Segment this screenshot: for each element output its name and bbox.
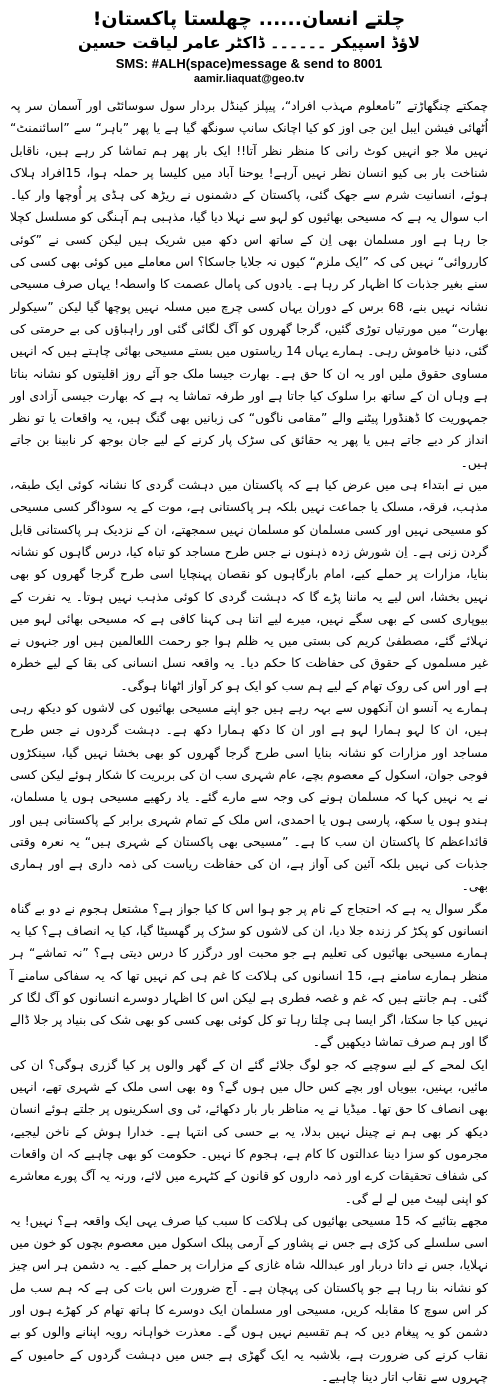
article-paragraph: ہمارے یہ آنسو ان آنکھوں سے بہہ رہے ہیں جو اپنے مسیحی بھائیوں کی لاشوں کو دیکھ رہی ہیں، ان کا لہو ہمارا لہو ہے اور ان کا دکھ ہمارا دکھ ہے۔ دہشت گردوں نے جس طرح مساجد اور مزارات کو نشانہ بنایا اسی طرح گرجا گھروں کو بھی بخشا نہیں گیا، سینکڑوں فوجی جوان، اسکول کے معصوم بچے، عام شہری سب ان کی بربریت کا شکار ہوئے لیکن کسی نے یہ نہیں کہا کہ مسلمان ہونے کی وجہ سے مارے گئے۔ یاد رکھیے مسیحی ہوں یا مسلمان، ہندو ہوں یا سکھ، پارسی ہوں یا احمدی، اس ملک کے تمام شہری برابر کے پاکستانی ہیں اور قائداعظم کا پاکستان ان سب کا ہے۔ ”مسیحی بھی پاکستان کے شہری ہیں“ یہ نعرہ وقتی جذبات کی نہیں بلکہ آئین کی آواز ہے، ان کی حفاظت ریاست کی ذمہ داری ہے اور ہماری بھی۔ [10,701,488,894]
column-title: چلتے انسان...... چھلستا پاکستان! [92,8,406,30]
author-email: aamir.liaquat@geo.tv [193,73,305,85]
column-header [10,6,488,87]
article-paragraph: مگر سوال یہ ہے کہ احتجاج کے نام پر جو ہوا اس کا کیا جواز ہے؟ مشتعل ہجوم نے دو بے گناہ انسانوں کو پکڑ کر زندہ جلا دیا، ان کی لاشوں کو سڑک پر گھسیٹا گیا، کیا یہ انصاف ہے؟ کیا یہ ہمارے مسیحی بھائیوں کی تعلیم ہے جو محبت اور درگزر کا درس دیتی ہے؟ ”نہ تماشے“ ہر منظر ہمارے سامنے ہے، 15 انسانوں کی ہلاکت کا غم ہی کم نہیں تھا کہ یہ سفاکی سامنے آ گئی۔ ہم جانتے ہیں کہ غم و غصہ فطری ہے لیکن اس کا اظہار دوسرے انسانوں کو آگ لگا کر نہیں کیا جا سکتا، اگر ایسا ہی چلتا رہا تو کل کوئی بھی کسی کو بھی شک کی بنیاد پر جلا ڈالے گا اور ہم صرف تماشا دیکھیں گے۔ [10,901,488,1050]
column-body [9,95,489,1384]
article-paragraph: ایک لمحے کے لیے سوچیے کہ جو لوگ جلائے گئے ان کے گھر والوں پر کیا گزری ہوگی؟ ان کی مائیں، بہنیں، بیویاں اور بچے کس حال میں ہوں گے؟ وہ بھی اسی ملک کے شہری تھے، انہیں بھی انصاف کا حق تھا۔ میڈیا نے یہ مناظر بار بار دکھائے، ٹی وی اسکرینوں پر جلتے ہوئے انسان دیکھ کر بھی ہم نے چینل نہیں بدلا، یہ بے حسی کی انتہا ہے۔ خدارا ہوش کے ناخن لیجیے، مجرموں کو سزا دینا عدالتوں کا کام ہے، ہجوم کا نہیں۔ حکومت کو بھی چاہیے کہ ان واقعات کی شفاف تحقیقات کرے اور ذمہ داروں کو قانون کے کٹہرے میں لائے، ورنہ یہ آگ پورے معاشرے کو اپنی لپیٹ میں لے لے گی۔ [10,1057,488,1206]
sms-instructions: SMS: #ALH(space)message & send to 8001 [115,56,383,71]
article-paragraph: چمکتے چنگھاڑتے ”نامعلوم مہذب افراد“، پیپلز کینڈل بردار سول سوسائٹی اور آسمان سر پہ اُٹھائی فیشن ایبل این جی اوز کو کیا اچانک سانپ سونگھ گیا ہے یا پھر ”باہر“ سے ”اسائنمنٹ“ نہیں ملا جو انہیں کوٹ رانی کا منظر نظر آتا!! ایک بار پھر ہم تماشا کر رہے ہیں، ناقابل شناخت بار بی کیو انسان نظر نہیں آرہے! یوحنا آباد میں کلیسا پر حملہ ہوا، 15افراد ہلاک ہوئے، انسانیت شرم سے جھک گئی، پاکستان کے دشمنوں نے ریڑھ کی ہڈی پر اُوچھا وار کیا۔ اب سوال یہ ہے کہ مسیحی بھائیوں کو لہو سے نہلا دیا گیا، مذہبی ہم آہنگی کو مسلسل کچلا جا رہا ہے اور مسلمان بھی اِن کے ساتھ اس دکھ میں شریک ہیں لیکن کسی نے ”کوئی کارروائی“ نہیں کی کہ ”ایک ملزم“ کیوں نہ جلایا جاسکا؟ اس معاملے میں کوئی بھی کسی کی سنے بغیر جذبات کا اظہار کر رہا ہے۔ یادوں کی پامال عصمت کا واسطہ! یہاں صرف مسیحی نشانہ نہیں بنے، 68 برس کے دوران یہاں کسی چرچ میں مسلہ نہیں پوچھا گیا لیکن ”سیکولر بھارت“ میں مورتیاں توڑی گئیں، گرجا گھروں کو آگ لگائی گئی اور راہباؤں کی بے حرمتی کی گئی، دنیا خاموش رہی۔ ہمارے یہاں 14 ریاستوں میں بستے مسیحی بھائی چاہتے ہیں کہ انہیں مساوی حقوق ملیں اور یہ ان کا حق ہے۔ بھارت جیسا ملک جو آئے روز اقلیتوں کو نشانہ بناتا ہے وہاں ان کے ساتھ برا سلوک کیا جاتا ہے اور طرفہ تماشا یہ ہے کہ بھارت جیسی آزادی اور جمہوریت کا ڈھنڈورا پیٹنے والے ”مقامی ناگوں“ کی زبانیں بھی گنگ ہیں، یہ واقعات یا تو نظر انداز کر دیے جاتے ہیں یا پھر یہ حقائق کی سڑک پار کرنے کے لیے جان بوجھ کر نابینا بن جاتے ہیں۔ [9,99,488,470]
article-paragraph: میں نے ابتداء ہی میں عرض کیا ہے کہ پاکستان میں دہشت گردی کا نشانہ کوئی ایک طبقہ، مذہب، فرقہ، مسلک یا جماعت نہیں بلکہ ہر پاکستانی ہے، موت کے یہ سوداگر کسی مسیحی کو مسیحی نہیں اور کسی مسلمان کو مسلمان نہیں سمجھتے، ان کے نزدیک ہر پاکستانی قابل گردن زنی ہے۔ اِن شورش زدہ ذہنوں نے جس طرح مساجد کو تباہ کیا، درس گاہوں کو نشانہ بنایا، مزارات پر حملے کیے، امام بارگاہوں کو نقصان پہنچایا اسی طرح گرجا گھروں کو بھی نہیں بخشا، اس لیے یہ ماننا پڑے گا کہ دہشت گردی کا کوئی مذہب نہیں ہوتا۔ یہ نفرت کے بیوپاری کسی کے بھی سگے نہیں، میرے لیے اتنا ہی کہنا کافی ہے کہ مسیحی بھائی لہو میں نہلائے گئے، مصطفیٰ کریم کی بستی میں یہ ظلم ہوا جو رحمت اللعالمین ہیں اور جنہوں نے غیر مسلموں کے حقوق کی حفاظت کا حکم دیا۔ یہ واقعہ نسل انسانی کی بقا کے لیے خطرہ ہے اور اس کی روک تھام کے لیے ہم سب کو ایک ہو کر آواز اٹھانا ہوگی۔ [10,478,488,693]
article-paragraph: مجھے بتائیے کہ 15 مسیحی بھائیوں کی ہلاکت کا سبب کیا صرف یہی ایک واقعہ ہے؟ نہیں! یہ اسی سلسلے کی کڑی ہے جس نے پشاور کے آرمی پبلک اسکول میں معصوم بچوں کو خون میں نہلایا، جس نے داتا دربار اور عبداللہ شاہ غازی کے مزارات پر حملے کیے۔ یہ دشمن ہر اس چیز کو نشانہ بنا رہا ہے جو پاکستان کی پہچان ہے۔ آج ضرورت اس بات کی ہے کہ ہم سب مل کر اس سوچ کا مقابلہ کریں، مسیحی اور مسلمان ایک دوسرے کا ہاتھ تھام کر کھڑے ہوں اور دشمن کو یہ پیغام دیں کہ ہم تقسیم نہیں ہوں گے۔ معذرت خواہانہ رویہ اپنانے والوں کو بے نقاب کرنے کی ضرورت ہے، بلاشبہ یہ ایک گھڑی ہے جس میں دہشت گردوں کے حامیوں کے چہروں سے نقاب اتار دینا چاہیے۔ [10,1213,489,1384]
column-byline: لاؤڈ اسپیکر ۔۔۔۔۔۔ ڈاکٹر عامر لیاقت حسین [77,33,421,52]
